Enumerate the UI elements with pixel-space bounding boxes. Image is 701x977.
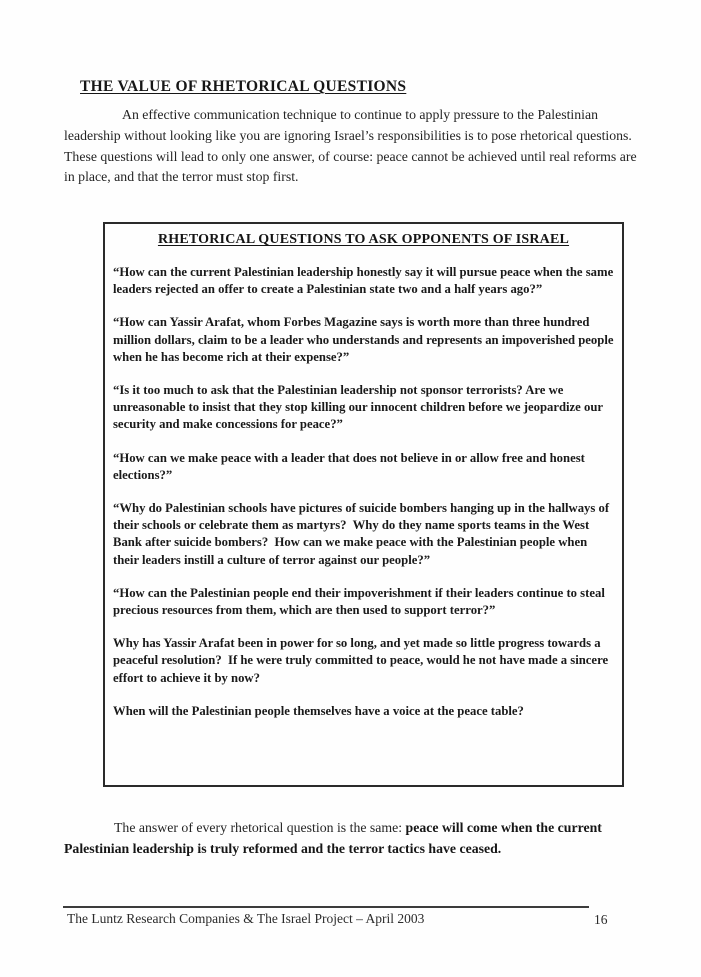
rhetorical-question-5: “Why do Palestinian schools have pictures of suicide bombers hanging up in the hallways of their schools or celebrate them as martyrs? Why do they name sports teams in the West Bank after suicide bombers? How can we make peace with the Palestinian people when their leaders instill a culture of terror against our people?” xyxy=(113,501,613,567)
closing-paragraph xyxy=(64,818,644,860)
rhetorical-question-8: When will the Palestinian people themselves have a voice at the peace table? xyxy=(113,703,524,718)
rhetorical-question-1: “How can the current Palestinian leadership honestly say it will pursue peace when the same leaders rejected an offer to create a Palestinian state two and a half years ago?” xyxy=(113,265,617,297)
footer-text: The Luntz Research Companies & The Israel Project – April 2003 xyxy=(67,911,425,926)
page-number: 16 xyxy=(594,912,608,927)
page-title: THE VALUE OF RHETORICAL QUESTIONS xyxy=(80,78,407,95)
intro-paragraph: An effective communication technique to continue to apply pressure to the Palestinian leadership without looking like you are ignoring Israel’s responsibilities is to pose rhetorical questions. These questions will lead to only one answer, of course: peace cannot be achieved until real reforms are in place, and that the terror must stop first. xyxy=(64,107,641,185)
rhetorical-question-4: “How can we make peace with a leader that does not believe in or allow free and honest elections?” xyxy=(113,450,589,482)
rhetorical-question-6: “How can the Palestinian people end their impoverishment if their leaders continue to steal precious resources from them, which are then used to support terror?” xyxy=(113,585,609,618)
rhetorical-questions-box xyxy=(103,222,624,787)
rhetorical-question-3: “Is it too much to ask that the Palestinian leadership not sponsor terrorists? Are we unreasonable to insist that they stop killing our innocent children before we jeopardize our security and make concessions for peace?” xyxy=(113,383,606,432)
closing-normal-text: The answer of every rhetorical question is the same: xyxy=(114,820,406,835)
footer-divider xyxy=(63,906,589,908)
rhetorical-question-7: Why has Yassir Arafat been in power for so long, and yet made so little progress towards a peaceful resolution? If he were truly committed to peace, would he not have made a sincere effort to achieve it by now? xyxy=(113,636,612,685)
closing-bold-text: peace will come when the current Palestinian leadership is truly reformed and the terror tactics have ceased. xyxy=(64,820,606,856)
rhetorical-question-2: “How can Yassir Arafat, whom Forbes Magazine says is worth more than three hundred million dollars, claim to be a leader who understands and represents an impoverished people when he has become rich at their expense?” xyxy=(113,315,617,364)
box-heading: RHETORICAL QUESTIONS TO ASK OPPONENTS OF ISRAEL xyxy=(157,232,570,247)
